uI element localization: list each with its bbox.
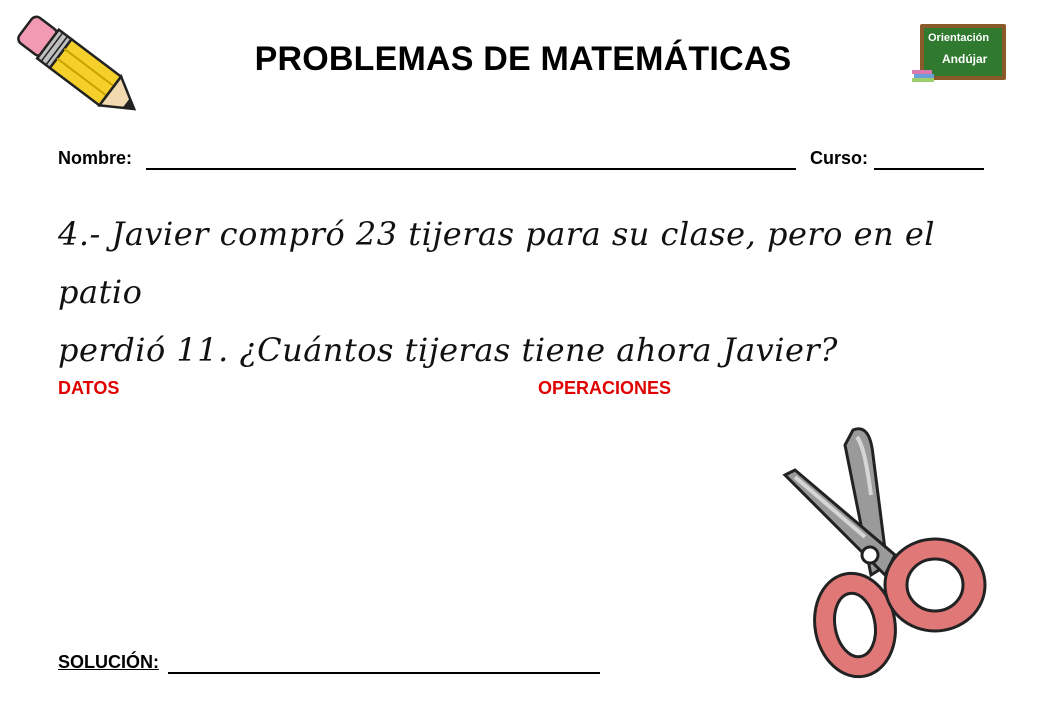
data-section-label: DATOS (58, 378, 120, 398)
solution-label: SOLUCIÓN: (58, 652, 159, 672)
data-work-area[interactable] (58, 405, 498, 635)
problem-statement (58, 205, 1018, 379)
name-field[interactable] (146, 148, 796, 170)
logo-line2: Andújar (942, 52, 988, 66)
name-label: Nombre: (58, 148, 133, 168)
scissors-icon (775, 425, 995, 695)
course-label: Curso: (810, 148, 868, 168)
logo-line1: Orientación (928, 32, 990, 44)
course-field[interactable] (874, 148, 984, 170)
logo (912, 22, 1008, 84)
operations-section-label: OPERACIONES (538, 378, 672, 398)
problem-line-1: 4.- Javier compró 23 tijeras para su clase, pero en el patio (58, 215, 935, 311)
problem-line-2: perdió 11. ¿Cuántos tijeras tiene ahora Javier? (58, 331, 838, 369)
operations-work-area[interactable] (538, 405, 768, 635)
solution-field[interactable] (168, 652, 600, 674)
page-title: PROBLEMAS DE MATEMÁTICAS (254, 40, 792, 78)
